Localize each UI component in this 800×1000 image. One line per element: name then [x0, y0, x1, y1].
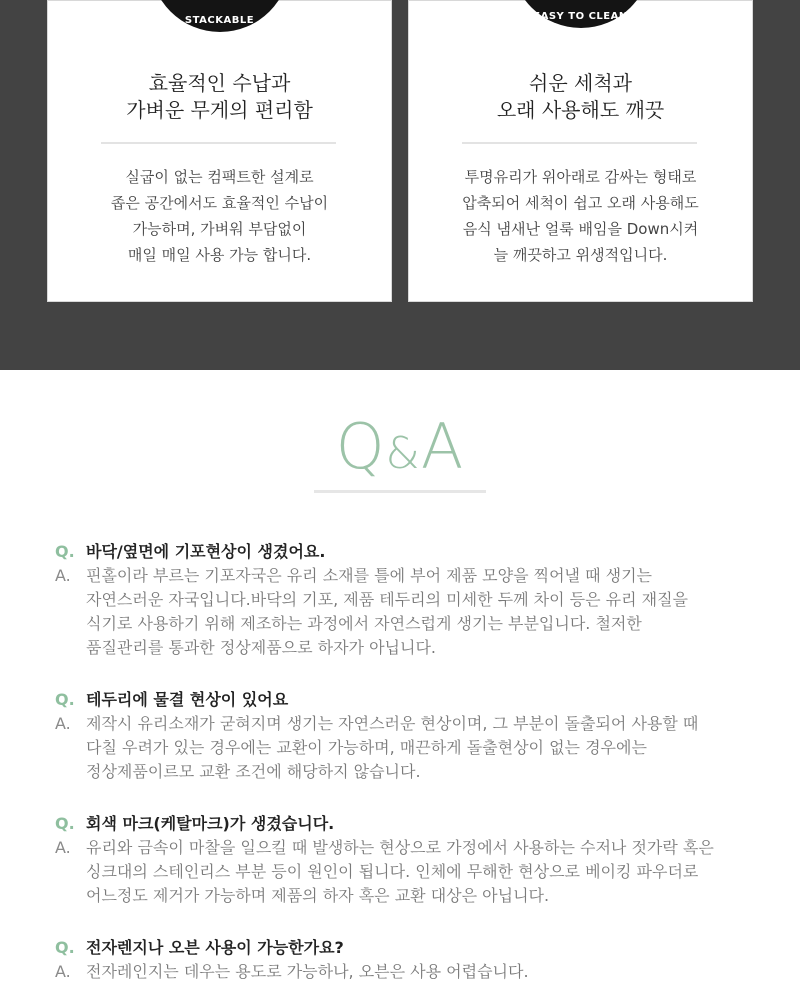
qa-item	[55, 540, 775, 660]
card-description	[47, 164, 392, 268]
question-text: 테두리에 물결 현상이 있어요	[86, 690, 289, 709]
qa-item	[55, 688, 775, 784]
answer-line: 어느정도 제거가 가능하며 제품의 하자 혹은 교환 대상은 아닙니다.	[86, 886, 550, 905]
card-desc-line: 좁은 공간에서도 효율적인 수납이	[110, 194, 329, 212]
answer-text	[86, 960, 529, 984]
card-title-line: 쉬운 세척과	[529, 71, 632, 95]
qa-heading-a: A	[420, 410, 465, 483]
qa-heading-q: Q	[335, 410, 386, 483]
badge-label: STACKABLE	[184, 15, 255, 26]
answer-text	[86, 564, 688, 660]
answer-mark: A.	[55, 838, 71, 857]
answer-line: 싱크대의 스테인리스 부분 등이 원인이 됩니다. 인체에 무해한 현상으로 베이킹 파우더로	[86, 862, 699, 881]
question-text: 회색 마크(케탈마크)가 생겼습니다.	[86, 814, 335, 833]
feature-card-stackable	[47, 0, 392, 302]
answer-line: 유리와 금속이 마찰을 일으킬 때 발생하는 현상으로 가정에서 사용하는 수저나 젓가락 혹은	[86, 838, 714, 857]
question-mark: Q.	[55, 690, 75, 709]
card-description	[408, 164, 753, 268]
card-divider	[462, 142, 697, 144]
answer-line: 자연스러운 자국입니다.바닥의 기포, 제품 테두리의 미세한 두께 차이 등은 유리 재질을	[86, 590, 688, 609]
card-title-line: 오래 사용해도 깨끗	[496, 98, 665, 122]
answer-text	[86, 712, 698, 784]
question-mark: Q.	[55, 814, 75, 833]
answer-line: 식기로 사용하기 위해 제조하는 과정에서 자연스럽게 생기는 부분입니다. 철저한	[86, 614, 642, 633]
question-text: 전자렌지나 오븐 사용이 가능한가요?	[86, 938, 344, 957]
answer-line: 다칠 우려가 있는 경우에는 교환이 가능하며, 매끈하게 돌출현상이 없는 경우에는	[86, 738, 647, 757]
answer-line: 핀홀이라 부르는 기포자국은 유리 소재를 틀에 부어 제품 모양을 찍어낼 때 생기는	[86, 566, 652, 585]
card-divider	[101, 142, 336, 144]
answer-line: 정상제품이르모 교환 조건에 해당하지 않습니다.	[86, 762, 421, 781]
card-desc-line: 매일 매일 사용 가능 합니다.	[127, 246, 312, 264]
answer-mark: A.	[55, 714, 71, 733]
question-mark: Q.	[55, 938, 75, 957]
answer-mark: A.	[55, 566, 71, 585]
question-text: 바닥/옆면에 기포현상이 생겼어요.	[86, 542, 326, 561]
feature-band	[0, 0, 800, 370]
easy-clean-badge	[511, 0, 651, 28]
qa-item	[55, 812, 775, 908]
question-mark: Q.	[55, 542, 75, 561]
card-desc-line: 음식 냄새난 얼룩 배임을 Down시켜	[462, 220, 699, 238]
card-title-line: 효율적인 수납과	[148, 71, 291, 95]
card-desc-line: 실굽이 없는 컴팩트한 설계로	[125, 168, 314, 186]
card-desc-line: 가능하며, 가벼워 부담없이	[132, 220, 307, 238]
answer-line: 전자레인지는 데우는 용도로 가능하나, 오븐은 사용 어렵습니다.	[86, 962, 529, 981]
card-desc-line: 압축되어 세척이 쉽고 오래 사용해도	[462, 194, 699, 212]
card-title	[408, 70, 753, 124]
card-desc-line: 투명유리가 위아래로 감싸는 형태로	[464, 168, 697, 186]
answer-line: 품질관리를 통과한 정상제품으로 하자가 아닙니다.	[86, 638, 437, 657]
answer-mark: A.	[55, 962, 71, 981]
qa-item	[55, 936, 775, 984]
qa-divider	[314, 490, 486, 493]
qa-heading-amp: &	[385, 428, 421, 479]
badge-label: EASY TO CLEAN	[533, 11, 628, 22]
stackable-badge	[150, 0, 290, 32]
answer-text	[86, 836, 714, 908]
card-desc-line: 늘 깨끗하고 위생적입니다.	[493, 246, 668, 264]
card-title-line: 가벼운 무게의 편리함	[126, 98, 313, 122]
feature-card-easy-clean	[408, 0, 753, 302]
answer-line: 제작시 유리소재가 굳혀지며 생기는 자연스러운 현상이며, 그 부분이 돌출되어 사용할 때	[86, 714, 699, 733]
qa-heading	[0, 410, 800, 483]
card-title	[47, 70, 392, 124]
